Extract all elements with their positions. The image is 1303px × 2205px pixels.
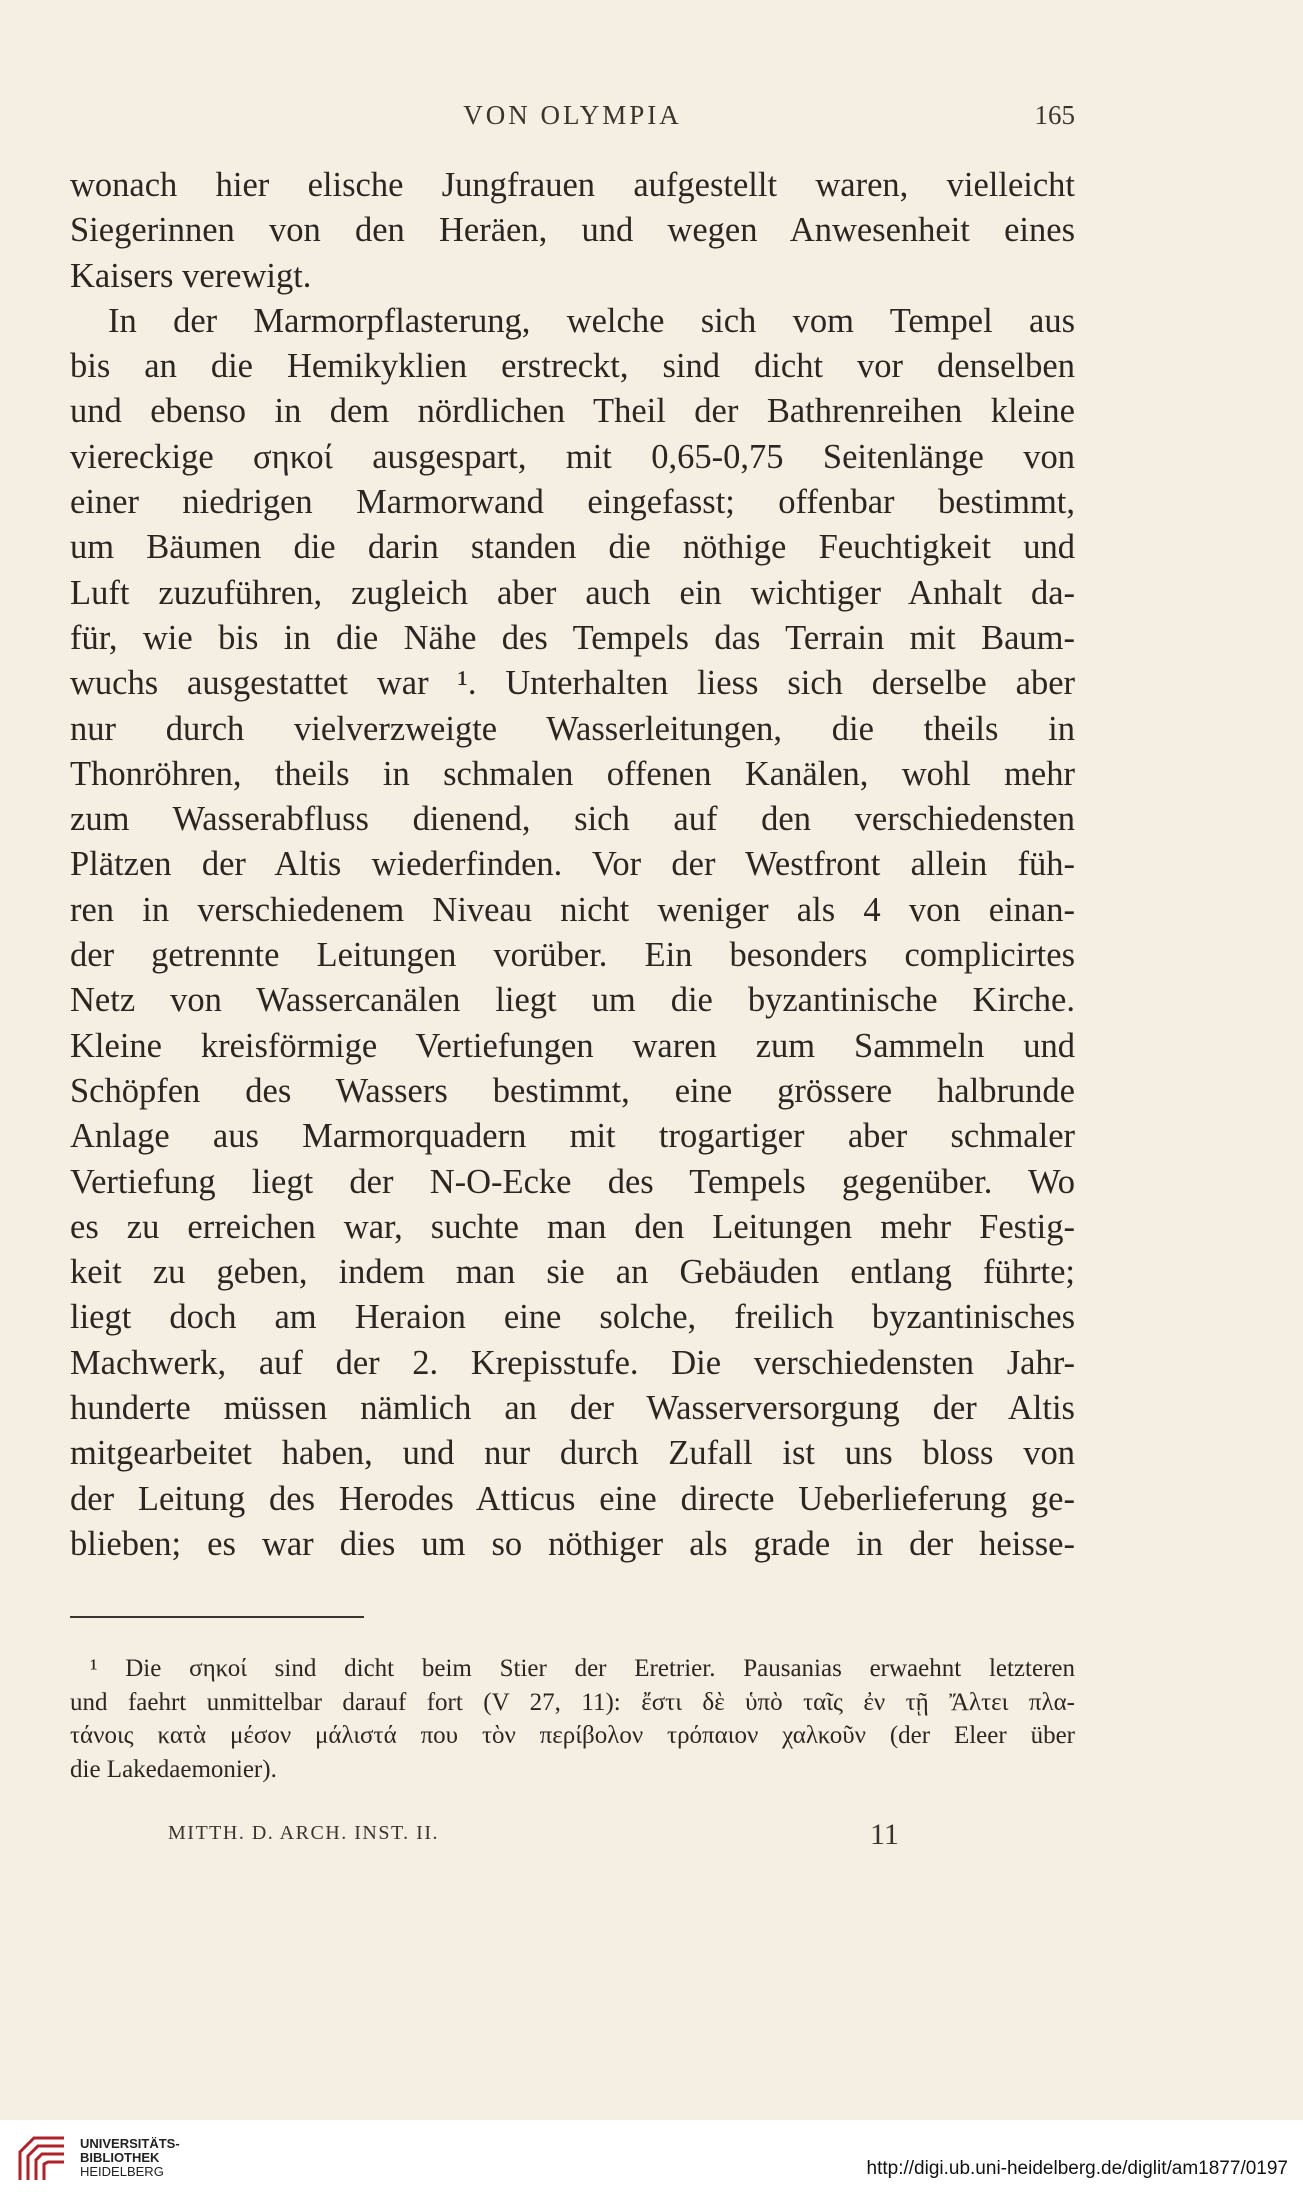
page-number: 165 — [1034, 100, 1075, 130]
body-line: Siegerinnen von den Heräen, und wegen Anwesenheit eines — [70, 211, 1075, 250]
library-logo-icon — [12, 2130, 72, 2190]
body-line: ren in verschiedenem Niveau nicht weniger als 4 von einan- — [70, 890, 1075, 929]
signature-mark: 11 — [870, 1818, 899, 1851]
body-line: hunderte müssen nämlich an der Wasserversorgung der Altis — [70, 1389, 1075, 1428]
body-line: Thonröhren, theils in schmalen offenen Kanälen, wohl mehr — [70, 754, 1075, 793]
body-line: es zu erreichen war, suchte man den Leitungen mehr Festig- — [70, 1207, 1075, 1246]
body-line: blieben; es war dies um so nöthiger als grade in der heisse- — [70, 1524, 1075, 1563]
body-line: keit zu geben, indem man sie an Gebäuden entlang führte; — [70, 1253, 1075, 1292]
signature-text: MITTH. D. ARCH. INST. II. — [168, 1822, 440, 1844]
permalink-url[interactable]: http://digi.ub.uni-heidelberg.de/diglit/am1877/0197 — [866, 2158, 1288, 2179]
body-line: Vertiefung liegt der N-O-Ecke des Tempels gegenüber. Wo — [70, 1162, 1075, 1201]
body-line: viereckige σηκοί ausgespart, mit 0,65-0,75 Seitenlänge von — [70, 437, 1075, 476]
body-line: der getrennte Leitungen vorüber. Ein besonders complicirtes — [70, 936, 1075, 975]
body-line: einer niedrigen Marmorwand eingefasst; offenbar bestimmt, — [70, 483, 1075, 522]
library-name-line: BIBLIOTHEK — [80, 2150, 160, 2165]
library-name-line: HEIDELBERG — [80, 2164, 164, 2179]
body-line: wuchs ausgestattet war ¹. Unterhalten liess sich derselbe aber — [70, 664, 1075, 703]
body-line: liegt doch am Heraion eine solche, freilich byzantinisches — [70, 1298, 1075, 1337]
footnote-line: und faehrt unmittelbar darauf fort (V 27, 11): ἔστι δὲ ὑπὸ ταῖς ἐν τῇ Ἄλτει πλα- — [70, 1688, 1075, 1716]
body-line: In der Marmorpflasterung, welche sich vom Tempel aus — [108, 301, 1075, 340]
footnote-line: die Lakedaemonier). — [70, 1755, 277, 1783]
footnote-line: ¹ Die σηκοί sind dicht beim Stier der Eretrier. Pausanias erwaehnt letzteren — [90, 1655, 1075, 1682]
body-line: Luft zuzuführen, zugleich aber auch ein wichtiger Anhalt da- — [70, 573, 1075, 612]
body-line: Machwerk, auf der 2. Krepisstufe. Die verschiedensten Jahr- — [70, 1343, 1075, 1382]
body-line: Kleine kreisförmige Vertiefungen waren zum Sammeln und — [70, 1026, 1075, 1065]
body-line: bis an die Hemikyklien erstreckt, sind dicht vor denselben — [70, 347, 1075, 386]
body-line: und ebenso in dem nördlichen Theil der Bathrenreihen kleine — [70, 392, 1075, 431]
body-text — [70, 163, 1075, 1567]
body-line: Kaisers verewigt. — [70, 256, 312, 295]
library-logo-mark — [20, 2138, 64, 2180]
body-line: für, wie bis in die Nähe des Tempels das Terrain mit Baum- — [70, 618, 1075, 657]
footnote-divider — [70, 1616, 364, 1618]
body-line: nur durch vielverzweigte Wasserleitungen, die theils in — [70, 709, 1075, 748]
library-name — [80, 2137, 180, 2179]
library-name-line: UNIVERSITÄTS- — [80, 2136, 180, 2151]
body-line: der Leitung des Herodes Atticus eine directe Ueberlieferung ge- — [70, 1479, 1075, 1518]
footnote-line: τάνοις κατὰ μέσον μάλιστά που τὸν περίβολον τρόπαιον χαλκοῦν (der Eleer über — [70, 1722, 1075, 1749]
body-line: Netz von Wassercanälen liegt um die byzantinische Kirche. — [70, 981, 1075, 1020]
body-line: Anlage aus Marmorquadern mit trogartiger aber schmaler — [70, 1117, 1075, 1156]
printer-signature — [70, 1818, 1075, 1858]
body-line: zum Wasserabfluss dienend, sich auf den verschiedensten — [70, 800, 1075, 839]
body-line: Plätzen der Altis wiederfinden. Vor der Westfront allein füh- — [70, 845, 1075, 884]
running-head — [70, 100, 1075, 140]
body-line: Schöpfen des Wassers bestimmt, eine grössere halbrunde — [70, 1071, 1075, 1110]
body-line: wonach hier elische Jungfrauen aufgestellt waren, vielleicht — [70, 166, 1075, 204]
running-title: VON OLYMPIA — [463, 100, 682, 130]
body-line: mitgearbeitet haben, und nur durch Zufall ist uns bloss von — [70, 1434, 1075, 1473]
body-line: um Bäumen die darin standen die nöthige Feuchtigkeit und — [70, 528, 1075, 567]
footnote — [70, 1652, 1075, 1786]
